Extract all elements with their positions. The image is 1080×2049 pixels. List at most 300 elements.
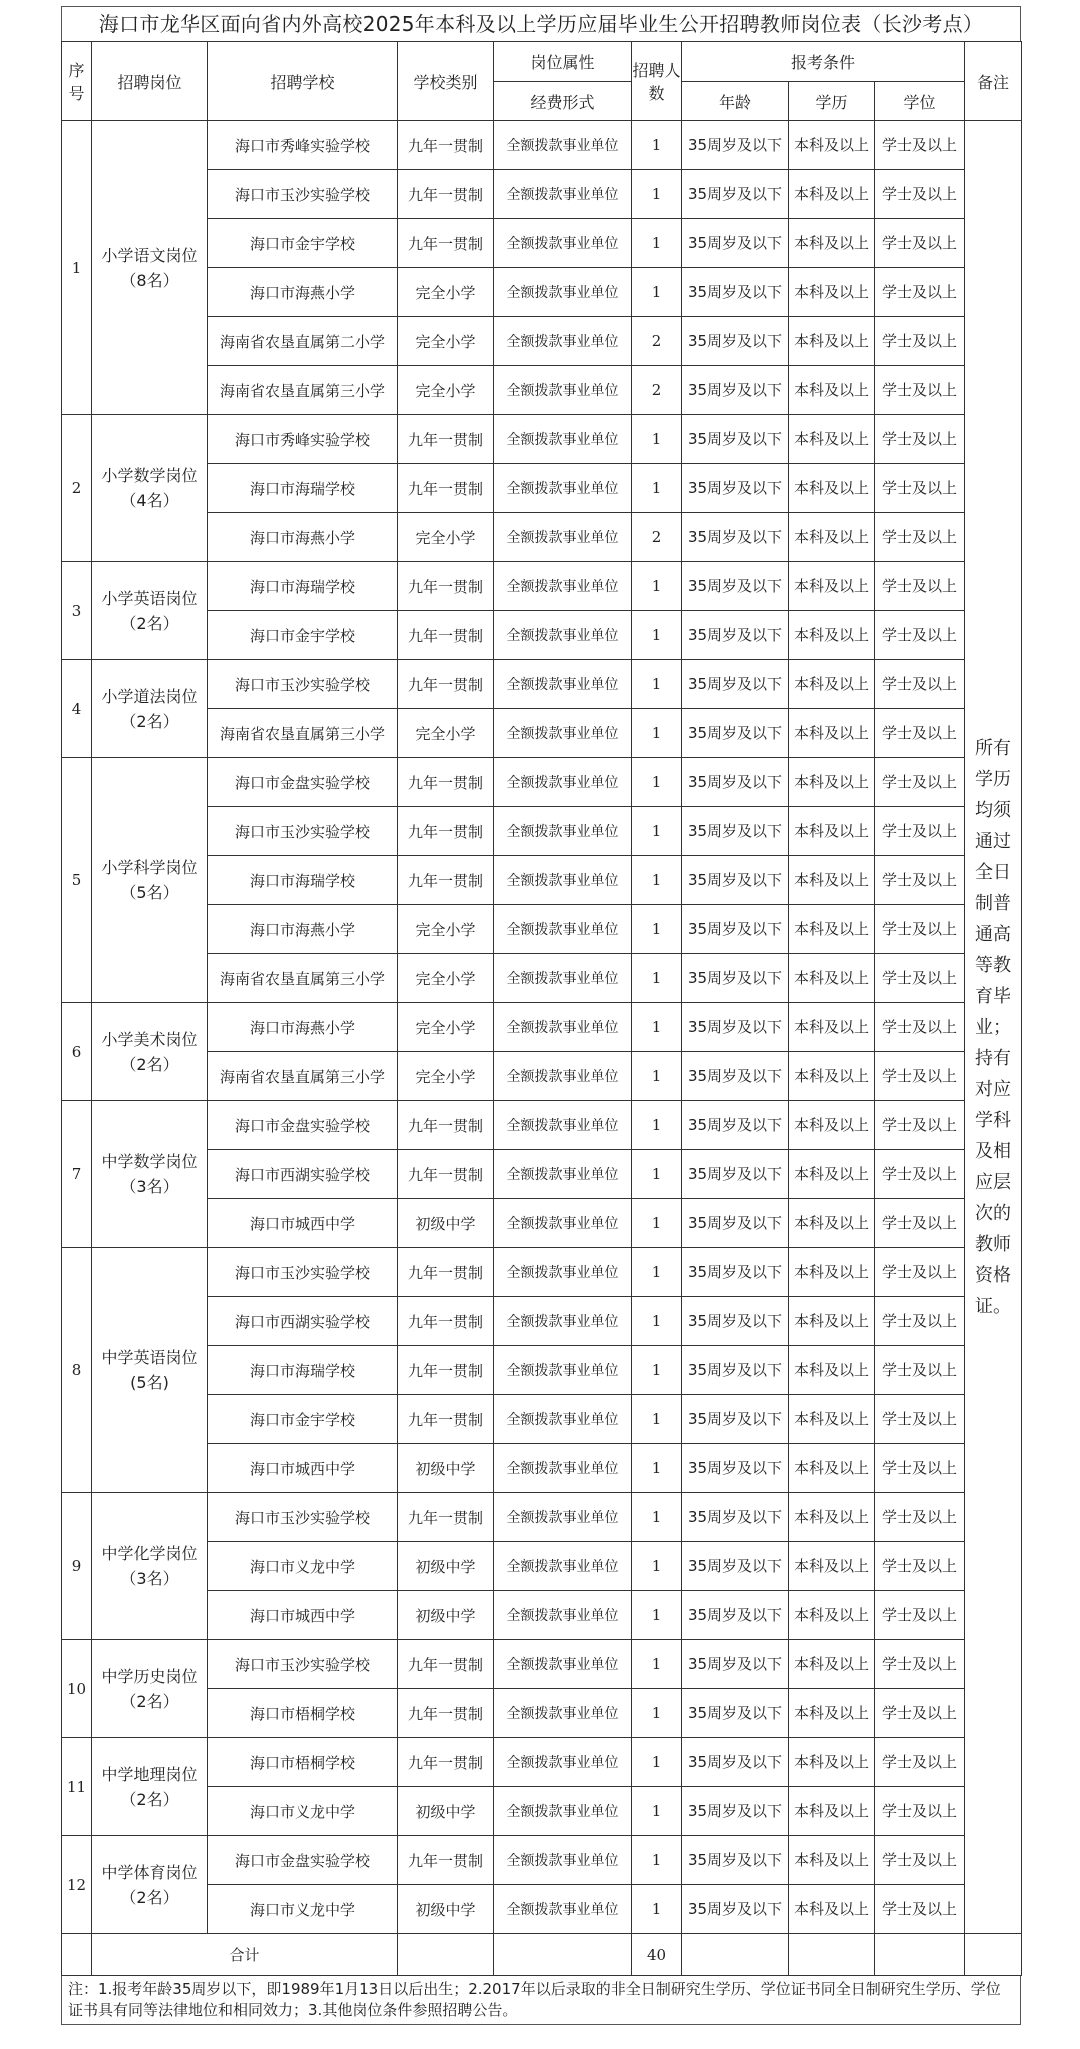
degree-cell: 学士及以上 [875,1248,965,1297]
age-cell: 35周岁及以下 [682,905,789,954]
education-cell: 本科及以上 [789,1101,875,1150]
school-type-cell: 初级中学 [398,1542,494,1591]
degree-cell: 学士及以上 [875,1836,965,1885]
education-cell: 本科及以上 [789,1248,875,1297]
education-cell: 本科及以上 [789,611,875,660]
count-cell: 1 [632,1101,682,1150]
count-cell: 1 [632,1640,682,1689]
age-cell: 35周岁及以下 [682,121,789,170]
seq-cell: 8 [62,1248,92,1493]
education-cell: 本科及以上 [789,219,875,268]
age-cell: 35周岁及以下 [682,268,789,317]
funding-cell: 全额拨款事业单位 [494,1836,632,1885]
school-cell: 海口市海瑞学校 [208,562,398,611]
degree-cell: 学士及以上 [875,905,965,954]
school-cell: 海口市玉沙实验学校 [208,170,398,219]
position-cell: 小学英语岗位（2名） [92,562,208,660]
age-cell: 35周岁及以下 [682,611,789,660]
school-cell: 海南省农垦直属第三小学 [208,1052,398,1101]
school-type-cell: 九年一贯制 [398,1395,494,1444]
education-cell: 本科及以上 [789,1444,875,1493]
school-type-cell: 完全小学 [398,1003,494,1052]
degree-cell: 学士及以上 [875,317,965,366]
school-cell: 海口市金宇学校 [208,1395,398,1444]
education-cell: 本科及以上 [789,1003,875,1052]
funding-cell: 全额拨款事业单位 [494,1297,632,1346]
school-cell: 海口市海瑞学校 [208,856,398,905]
positions-table [61,41,1022,1976]
education-cell: 本科及以上 [789,1591,875,1640]
header-age: 年龄 [682,82,789,121]
header-education: 学历 [789,82,875,121]
age-cell: 35周岁及以下 [682,807,789,856]
header-funding: 经费形式 [494,82,632,121]
degree-cell: 学士及以上 [875,1395,965,1444]
age-cell: 35周岁及以下 [682,1542,789,1591]
count-cell: 1 [632,1150,682,1199]
funding-cell: 全额拨款事业单位 [494,1493,632,1542]
education-cell: 本科及以上 [789,317,875,366]
total-blank-age [682,1934,789,1976]
degree-cell: 学士及以上 [875,1885,965,1934]
school-cell: 海口市义龙中学 [208,1787,398,1836]
table-row [62,1640,1022,1689]
funding-cell: 全额拨款事业单位 [494,1395,632,1444]
table-row [62,1836,1022,1885]
funding-cell: 全额拨款事业单位 [494,1052,632,1101]
count-cell: 1 [632,1787,682,1836]
school-cell: 海南省农垦直属第二小学 [208,317,398,366]
age-cell: 35周岁及以下 [682,1101,789,1150]
school-type-cell: 九年一贯制 [398,415,494,464]
school-cell: 海南省农垦直属第三小学 [208,954,398,1003]
table-row [62,758,1022,807]
degree-cell: 学士及以上 [875,1444,965,1493]
age-cell: 35周岁及以下 [682,1297,789,1346]
age-cell: 35周岁及以下 [682,1493,789,1542]
funding-cell: 全额拨款事业单位 [494,1787,632,1836]
age-cell: 35周岁及以下 [682,1640,789,1689]
age-cell: 35周岁及以下 [682,1003,789,1052]
count-cell: 1 [632,170,682,219]
position-cell: 小学美术岗位（2名） [92,1003,208,1101]
degree-cell: 学士及以上 [875,954,965,1003]
degree-cell: 学士及以上 [875,1787,965,1836]
degree-cell: 学士及以上 [875,170,965,219]
age-cell: 35周岁及以下 [682,1444,789,1493]
school-cell: 海口市西湖实验学校 [208,1297,398,1346]
degree-cell: 学士及以上 [875,562,965,611]
age-cell: 35周岁及以下 [682,1395,789,1444]
degree-cell: 学士及以上 [875,758,965,807]
education-cell: 本科及以上 [789,660,875,709]
seq-cell: 2 [62,415,92,562]
funding-cell: 全额拨款事业单位 [494,807,632,856]
school-type-cell: 九年一贯制 [398,464,494,513]
count-cell: 1 [632,905,682,954]
education-cell: 本科及以上 [789,170,875,219]
funding-cell: 全额拨款事业单位 [494,1640,632,1689]
funding-cell: 全额拨款事业单位 [494,1444,632,1493]
school-type-cell: 九年一贯制 [398,611,494,660]
table-row [62,1738,1022,1787]
age-cell: 35周岁及以下 [682,1738,789,1787]
school-cell: 海口市秀峰实验学校 [208,415,398,464]
education-cell: 本科及以上 [789,121,875,170]
education-cell: 本科及以上 [789,807,875,856]
total-blank-degree [875,1934,965,1976]
school-type-cell: 完全小学 [398,366,494,415]
school-cell: 海口市城西中学 [208,1199,398,1248]
seq-cell: 7 [62,1101,92,1248]
count-cell: 1 [632,1738,682,1787]
degree-cell: 学士及以上 [875,1640,965,1689]
count-cell: 1 [632,1346,682,1395]
funding-cell: 全额拨款事业单位 [494,562,632,611]
count-cell: 1 [632,709,682,758]
seq-cell: 9 [62,1493,92,1640]
total-blank-education [789,1934,875,1976]
age-cell: 35周岁及以下 [682,856,789,905]
funding-cell: 全额拨款事业单位 [494,415,632,464]
school-type-cell: 九年一贯制 [398,1836,494,1885]
recruitment-sheet [61,6,1021,2025]
total-row [62,1934,1022,1976]
school-cell: 海口市海瑞学校 [208,464,398,513]
education-cell: 本科及以上 [789,513,875,562]
degree-cell: 学士及以上 [875,268,965,317]
degree-cell: 学士及以上 [875,1346,965,1395]
seq-cell: 1 [62,121,92,415]
school-type-cell: 初级中学 [398,1199,494,1248]
funding-cell: 全额拨款事业单位 [494,1199,632,1248]
education-cell: 本科及以上 [789,1297,875,1346]
degree-cell: 学士及以上 [875,415,965,464]
education-cell: 本科及以上 [789,268,875,317]
count-cell: 1 [632,1395,682,1444]
table-row [62,1248,1022,1297]
table-row [62,1493,1022,1542]
table-title: 海口市龙华区面向省内外高校2025年本科及以上学历应届毕业生公开招聘教师岗位表（长沙考点） [61,6,1021,41]
count-cell: 1 [632,415,682,464]
education-cell: 本科及以上 [789,1836,875,1885]
school-cell: 海口市海燕小学 [208,513,398,562]
education-cell: 本科及以上 [789,1395,875,1444]
age-cell: 35周岁及以下 [682,1199,789,1248]
degree-cell: 学士及以上 [875,1542,965,1591]
education-cell: 本科及以上 [789,1689,875,1738]
count-cell: 1 [632,954,682,1003]
education-cell: 本科及以上 [789,1738,875,1787]
degree-cell: 学士及以上 [875,464,965,513]
school-cell: 海口市玉沙实验学校 [208,660,398,709]
degree-cell: 学士及以上 [875,366,965,415]
age-cell: 35周岁及以下 [682,758,789,807]
degree-cell: 学士及以上 [875,1689,965,1738]
education-cell: 本科及以上 [789,905,875,954]
funding-cell: 全额拨款事业单位 [494,464,632,513]
header-count: 招聘人数 [632,42,682,121]
count-cell: 1 [632,562,682,611]
position-cell: 小学语文岗位（8名） [92,121,208,415]
seq-cell: 3 [62,562,92,660]
position-cell: 中学数学岗位（3名） [92,1101,208,1248]
education-cell: 本科及以上 [789,1199,875,1248]
education-cell: 本科及以上 [789,1885,875,1934]
seq-cell: 5 [62,758,92,1003]
degree-cell: 学士及以上 [875,1738,965,1787]
funding-cell: 全额拨款事业单位 [494,1689,632,1738]
funding-cell: 全额拨款事业单位 [494,1101,632,1150]
age-cell: 35周岁及以下 [682,1052,789,1101]
school-type-cell: 初级中学 [398,1885,494,1934]
position-cell: 中学历史岗位（2名） [92,1640,208,1738]
funding-cell: 全额拨款事业单位 [494,856,632,905]
position-cell: 中学体育岗位（2名） [92,1836,208,1934]
age-cell: 35周岁及以下 [682,1150,789,1199]
header-post-attr: 岗位属性 [494,42,632,82]
degree-cell: 学士及以上 [875,660,965,709]
school-type-cell: 初级中学 [398,1591,494,1640]
funding-cell: 全额拨款事业单位 [494,954,632,1003]
table-row [62,415,1022,464]
count-cell: 1 [632,856,682,905]
count-cell: 2 [632,513,682,562]
funding-cell: 全额拨款事业单位 [494,366,632,415]
table-row [62,1101,1022,1150]
funding-cell: 全额拨款事业单位 [494,611,632,660]
funding-cell: 全额拨款事业单位 [494,1591,632,1640]
school-cell: 海口市海燕小学 [208,905,398,954]
school-type-cell: 九年一贯制 [398,1101,494,1150]
table-row [62,1003,1022,1052]
total-label: 合计 [92,1934,398,1976]
count-cell: 1 [632,1052,682,1101]
funding-cell: 全额拨款事业单位 [494,1885,632,1934]
education-cell: 本科及以上 [789,1346,875,1395]
school-type-cell: 完全小学 [398,513,494,562]
total-blank-type [398,1934,494,1976]
count-cell: 1 [632,1199,682,1248]
age-cell: 35周岁及以下 [682,1885,789,1934]
school-type-cell: 九年一贯制 [398,121,494,170]
degree-cell: 学士及以上 [875,1003,965,1052]
funding-cell: 全额拨款事业单位 [494,1542,632,1591]
count-cell: 1 [632,660,682,709]
degree-cell: 学士及以上 [875,856,965,905]
seq-cell: 4 [62,660,92,758]
degree-cell: 学士及以上 [875,1101,965,1150]
count-cell: 1 [632,219,682,268]
header-degree: 学位 [875,82,965,121]
age-cell: 35周岁及以下 [682,1836,789,1885]
education-cell: 本科及以上 [789,464,875,513]
school-cell: 海口市玉沙实验学校 [208,1248,398,1297]
funding-cell: 全额拨款事业单位 [494,1150,632,1199]
education-cell: 本科及以上 [789,1493,875,1542]
school-type-cell: 完全小学 [398,268,494,317]
school-cell: 海口市玉沙实验学校 [208,1640,398,1689]
degree-cell: 学士及以上 [875,1052,965,1101]
school-type-cell: 九年一贯制 [398,807,494,856]
school-type-cell: 九年一贯制 [398,562,494,611]
header-seq: 序号 [62,42,92,121]
education-cell: 本科及以上 [789,856,875,905]
school-cell: 海口市金盘实验学校 [208,1836,398,1885]
age-cell: 35周岁及以下 [682,1787,789,1836]
school-cell: 海南省农垦直属第三小学 [208,366,398,415]
funding-cell: 全额拨款事业单位 [494,268,632,317]
seq-cell: 12 [62,1836,92,1934]
count-cell: 1 [632,1836,682,1885]
total-blank-seq [62,1934,92,1976]
school-cell: 海口市西湖实验学校 [208,1150,398,1199]
degree-cell: 学士及以上 [875,513,965,562]
school-cell: 海口市义龙中学 [208,1542,398,1591]
age-cell: 35周岁及以下 [682,709,789,758]
degree-cell: 学士及以上 [875,807,965,856]
header-conditions: 报考条件 [682,42,965,82]
age-cell: 35周岁及以下 [682,317,789,366]
school-cell: 海口市金盘实验学校 [208,1101,398,1150]
education-cell: 本科及以上 [789,1542,875,1591]
school-type-cell: 初级中学 [398,1444,494,1493]
funding-cell: 全额拨款事业单位 [494,905,632,954]
positions-body [62,121,1022,1976]
position-cell: 小学科学岗位（5名） [92,758,208,1003]
education-cell: 本科及以上 [789,1052,875,1101]
school-cell: 海口市金盘实验学校 [208,758,398,807]
school-cell: 海口市秀峰实验学校 [208,121,398,170]
school-type-cell: 九年一贯制 [398,170,494,219]
school-cell: 海口市海燕小学 [208,268,398,317]
education-cell: 本科及以上 [789,415,875,464]
school-cell: 海南省农垦直属第三小学 [208,709,398,758]
seq-cell: 11 [62,1738,92,1836]
degree-cell: 学士及以上 [875,1591,965,1640]
school-cell: 海口市梧桐学校 [208,1689,398,1738]
age-cell: 35周岁及以下 [682,1591,789,1640]
school-type-cell: 九年一贯制 [398,1297,494,1346]
degree-cell: 学士及以上 [875,709,965,758]
school-type-cell: 九年一贯制 [398,660,494,709]
age-cell: 35周岁及以下 [682,954,789,1003]
header-school-type: 学校类别 [398,42,494,121]
funding-cell: 全额拨款事业单位 [494,1738,632,1787]
count-cell: 1 [632,1885,682,1934]
age-cell: 35周岁及以下 [682,219,789,268]
school-cell: 海口市义龙中学 [208,1885,398,1934]
funding-cell: 全额拨款事业单位 [494,219,632,268]
funding-cell: 全额拨款事业单位 [494,1003,632,1052]
count-cell: 1 [632,611,682,660]
count-cell: 1 [632,1297,682,1346]
education-cell: 本科及以上 [789,1150,875,1199]
count-cell: 1 [632,268,682,317]
remark-cell: 所有学历均须通过全日制普通高等教育毕业；持有对应学科及相应层次的教师资格证。 [965,121,1022,1934]
funding-cell: 全额拨款事业单位 [494,709,632,758]
education-cell: 本科及以上 [789,1640,875,1689]
funding-cell: 全额拨款事业单位 [494,1248,632,1297]
school-type-cell: 九年一贯制 [398,1738,494,1787]
school-type-cell: 完全小学 [398,317,494,366]
education-cell: 本科及以上 [789,562,875,611]
school-type-cell: 九年一贯制 [398,1640,494,1689]
table-row [62,121,1022,170]
school-cell: 海口市梧桐学校 [208,1738,398,1787]
funding-cell: 全额拨款事业单位 [494,121,632,170]
degree-cell: 学士及以上 [875,1199,965,1248]
position-cell: 中学地理岗位（2名） [92,1738,208,1836]
degree-cell: 学士及以上 [875,611,965,660]
education-cell: 本科及以上 [789,366,875,415]
position-cell: 中学化学岗位（3名） [92,1493,208,1640]
school-cell: 海口市金宇学校 [208,611,398,660]
count-cell: 2 [632,317,682,366]
seq-cell: 10 [62,1640,92,1738]
count-cell: 1 [632,1444,682,1493]
footnote: 注：1.报考年龄35周岁以下，即1989年1月13日以后出生；2.2017年以后录取的非全日制研究生学历、学位证书同全日制研究生学历、学位证书具有同等法律地位和相同效力；3.其他岗位条件参照招聘公告。 [61,1976,1021,2025]
age-cell: 35周岁及以下 [682,1248,789,1297]
funding-cell: 全额拨款事业单位 [494,1346,632,1395]
school-type-cell: 初级中学 [398,1787,494,1836]
school-type-cell: 九年一贯制 [398,219,494,268]
position-cell: 小学道法岗位（2名） [92,660,208,758]
age-cell: 35周岁及以下 [682,562,789,611]
school-type-cell: 九年一贯制 [398,1248,494,1297]
age-cell: 35周岁及以下 [682,1689,789,1738]
education-cell: 本科及以上 [789,1787,875,1836]
count-cell: 2 [632,366,682,415]
degree-cell: 学士及以上 [875,1297,965,1346]
count-cell: 1 [632,1248,682,1297]
count-cell: 1 [632,1689,682,1738]
degree-cell: 学士及以上 [875,1150,965,1199]
position-cell: 中学英语岗位(5名) [92,1248,208,1493]
school-cell: 海口市城西中学 [208,1591,398,1640]
position-cell: 小学数学岗位（4名） [92,415,208,562]
school-cell: 海口市城西中学 [208,1444,398,1493]
funding-cell: 全额拨款事业单位 [494,513,632,562]
school-type-cell: 完全小学 [398,709,494,758]
count-cell: 1 [632,1542,682,1591]
age-cell: 35周岁及以下 [682,464,789,513]
age-cell: 35周岁及以下 [682,415,789,464]
funding-cell: 全额拨款事业单位 [494,660,632,709]
school-cell: 海口市海燕小学 [208,1003,398,1052]
education-cell: 本科及以上 [789,709,875,758]
degree-cell: 学士及以上 [875,121,965,170]
total-count: 40 [632,1934,682,1976]
school-type-cell: 九年一贯制 [398,856,494,905]
degree-cell: 学士及以上 [875,1493,965,1542]
school-cell: 海口市金宇学校 [208,219,398,268]
table-row [62,660,1022,709]
table-row [62,562,1022,611]
age-cell: 35周岁及以下 [682,170,789,219]
school-type-cell: 完全小学 [398,954,494,1003]
count-cell: 1 [632,1493,682,1542]
degree-cell: 学士及以上 [875,219,965,268]
school-cell: 海口市玉沙实验学校 [208,807,398,856]
header-position: 招聘岗位 [92,42,208,121]
education-cell: 本科及以上 [789,758,875,807]
count-cell: 1 [632,807,682,856]
total-blank-funding [494,1934,632,1976]
school-type-cell: 九年一贯制 [398,1689,494,1738]
count-cell: 1 [632,1003,682,1052]
age-cell: 35周岁及以下 [682,366,789,415]
